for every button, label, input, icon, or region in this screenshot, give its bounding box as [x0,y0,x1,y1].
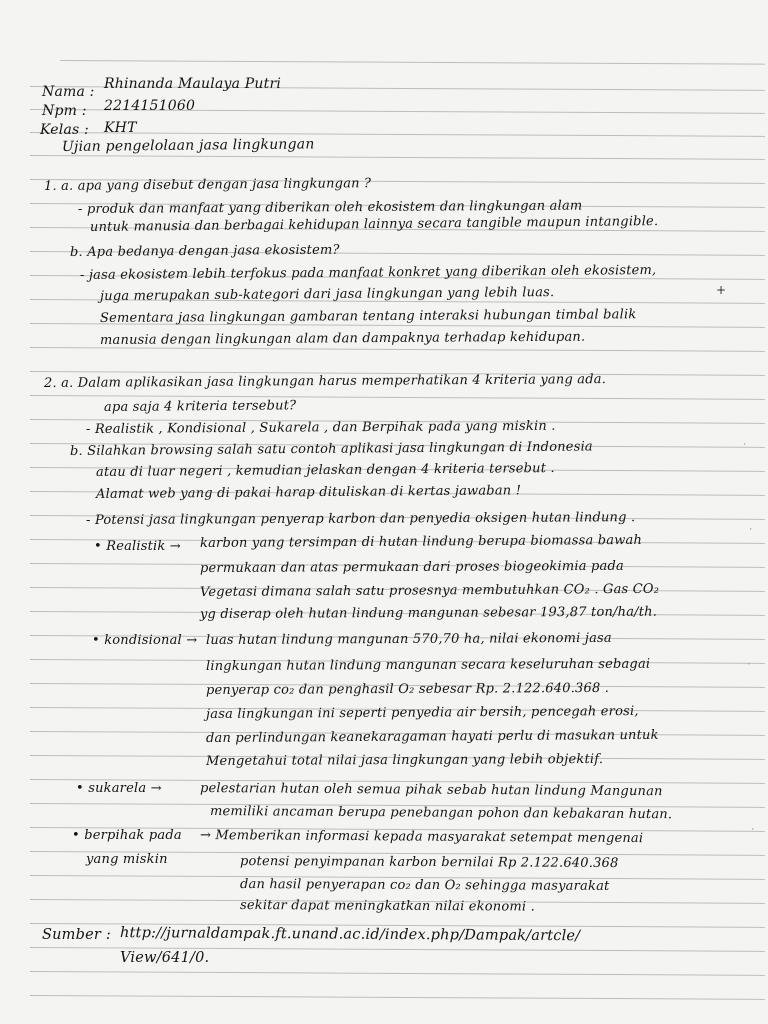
realistik-line: Vegetasi dimana salah satu prosesnya membutuhkan CO₂ . Gas CO₂ [199,581,660,600]
berpihak-line: → Memberikan informasi kepada masyarakat setempat mengenai [199,828,644,847]
q2a-answer: - Realistik , Kondisional , Sukarela , dan Berpihak pada yang miskin . [85,418,556,437]
sumber-url: View/641/0. [120,950,210,966]
q1a-answer-line: - produk dan manfaat yang diberikan oleh ekosistem dan lingkungan alam [77,198,583,217]
ruled-line [30,995,765,1000]
npm-value: 2214151060 [104,98,196,114]
q2b-question: atau di luar negeri , kemudian jelaskan dengan 4 kriteria tersebut . [95,460,555,480]
berpihak-label: • berpihak pada [72,828,182,843]
q1b-answer-line: juga merupakan sub-kategori dari jasa lingkungan yang lebih luas. [99,285,555,304]
kondisional-line: luas hutan lindung mangunan 570,70 ha, nilai ekonomi jasa [205,630,612,648]
ruled-line [30,155,765,160]
berpihak-line: potensi penyimpanan karbon bernilai Rp 2.122.640.368 [239,854,619,871]
berpihak-label: yang miskin [86,852,168,867]
realistik-label: • Realistik → [94,539,181,554]
kelas-value: KHT [104,120,137,136]
nama-value: Rhinanda Maulaya Putri [104,76,282,92]
kelas-label: Kelas : [40,122,89,138]
scan-noise: · [750,825,756,835]
q1a-question: 1. a. apa yang disebut dengan jasa lingkungan ? [43,176,372,194]
q1b-answer-line: Sementara jasa lingkungan gambaran tentang interaksi hubungan timbal balik [99,307,637,326]
q2b-answer-intro: - Potensi jasa lingkungan penyerap karbon dan penyedia oksigen hutan lindung . [85,510,636,528]
realistik-line: yg diserap oleh hutan lindung mangunan sebesar 193,87 ton/ha/th. [199,604,658,622]
ruled-line [60,60,765,65]
q1b-answer-line: manusia dengan lingkungan alam dan dampaknya terhadap kehidupan. [99,329,586,348]
scan-noise: · [742,440,748,450]
kondisional-line: jasa lingkungan ini seperti penyedia air bersih, pencegah erosi, [205,703,639,722]
realistik-line: karbon yang tersimpan di hutan lindung berupa biomassa bawah [199,532,643,551]
q1b-answer-line: - jasa ekosistem lebih terfokus pada manfaat konkret yang diberikan oleh ekosistem, [79,262,657,283]
margin-mark: + [716,283,727,297]
nama-label: Nama : [42,84,95,100]
sumber-url: http://jurnaldampak.ft.unand.ac.id/index.php/Dampak/artcle/ [119,925,581,945]
ruled-line [30,132,765,137]
scan-noise: · [748,525,754,535]
berpihak-line: dan hasil penyerapan co₂ dan O₂ sehingga masyarakat [239,877,610,894]
q2b-question: Alamat web yang di pakai harap dituliskan di kertas jawaban ! [95,483,522,502]
sukarela-line: pelestarian hutan oleh semua pihak sebab hutan lindung Mangunan [199,781,663,800]
q2a-question: 2. a. Dalam aplikasikan jasa lingkungan harus memperhatikan 4 kriteria yang ada. [43,372,607,391]
subject-title: Ujian pengelolaan jasa lingkungan [61,136,315,155]
q2a-question: apa saja 4 kriteria tersebut? [103,398,297,415]
q1b-question: b. Apa bedanya dengan jasa ekosistem? [69,242,340,260]
kondisional-line: Mengetahui total nilai jasa lingkungan yang lebih objektif. [205,751,604,769]
scan-noise: · [746,660,752,670]
berpihak-line: sekitar dapat meningkatkan nilai ekonomi . [239,898,535,915]
kondisional-line: penyerap co₂ dan penghasil O₂ sebesar Rp. 2.122.640.368 . [205,680,610,698]
kondisional-label: • kondisional → [92,633,198,648]
sukarela-label: • sukarela → [76,781,162,796]
sumber-label: Sumber : [42,927,111,943]
realistik-line: permukaan dan atas permukaan dari proses biogeokimia pada [199,558,624,576]
ruled-line [30,971,765,976]
kondisional-line: dan perlindungan keanekaragaman hayati perlu di masukan untuk [205,727,659,746]
q2b-question: b. Silahkan browsing salah satu contoh aplikasi jasa lingkungan di Indonesia [69,439,593,459]
kondisional-line: lingkungan hutan lindung mangunan secara keseluruhan sebagai [205,656,651,674]
q1a-answer-line: untuk manusia dan berbagai kehidupan lainnya secara tangible maupun intangible. [89,214,659,235]
npm-label: Npm : [42,103,87,119]
sukarela-line: memiliki ancaman berupa penebangan pohon dan kebakaran hutan. [209,804,673,823]
